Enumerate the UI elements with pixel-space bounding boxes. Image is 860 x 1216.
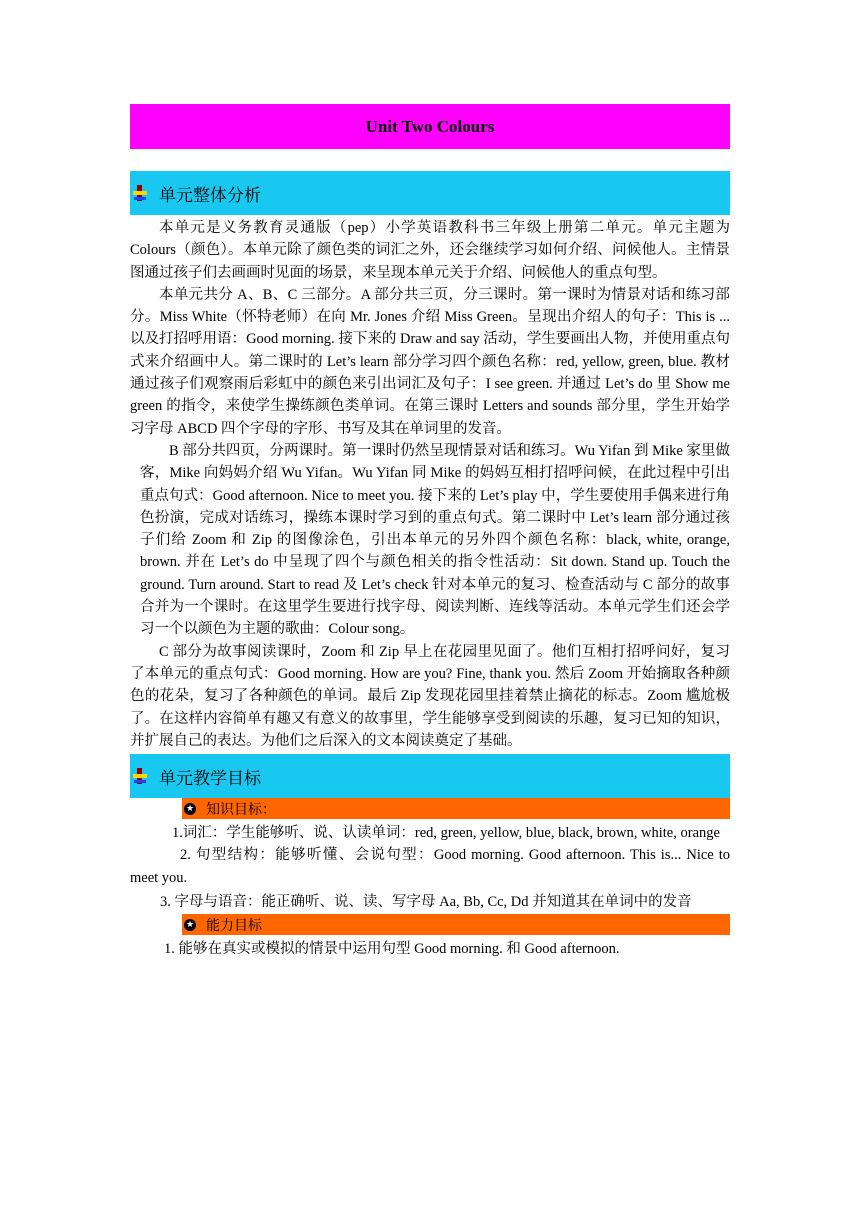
analysis-paragraph-2: 本单元共分 A、B、C 三部分。A 部分共三页，分三课时。第一课时为情景对话和练习部分。Miss White（怀特老师）在向 Mr. Jones 介绍 Miss Green。呈现出介绍人的句子：This is ... 以及打招呼用语：Good morning. 接下来的 Draw and say 活动，学生要画出人物，并使用重点句式来介绍画中人。第二课时的 Let’s learn 部分学习四个颜色名称：red, yellow, green, blue. 教材通过孩子们观察雨后彩虹中的颜色来引出词汇及句子：I see green. 并通过 Let’s do 里 Show me green 的指令，来使学生操练颜色类单词。在第三课时 Letters and sounds 部分里，学生开始学习字母 ABCD 四个字母的字形、书写及其在单词里的发音。 [130,286,730,437]
document-page [130,104,730,961]
section-heading-goals [130,754,730,798]
ability-goals-label: 能力目标 [206,917,262,934]
goal-item-ability-1: 1. 能够在真实或模拟的情景中运用句型 Good morning. 和 Good afternoon. [164,941,620,958]
knowledge-goals-label: 知识目标： [206,801,276,818]
analysis-paragraph-1: 本单元是义务教育灵通版（pep）小学英语教科书三年级上册第二单元。单元主题为 Colours（颜色）。本单元除了颜色类的词汇之外，还会继续学习如何介绍、问候他人。主情景图通过孩子们去画画时见面的场景，来呈现本单元关于介绍、问候他人的重点句型。 [130,220,730,281]
analysis-paragraph-3: B 部分共四页，分两课时。第一课时仍然呈现情景对话和练习。Wu Yifan 到 Mike 家里做客，Mike 向妈妈介绍 Wu Yifan。Wu Yifan 同 Mike 的妈妈互相打招呼问候，在此过程中引出重点句式：Good afternoon. Nice to meet you. 接下来的 Let’s play 中，学生要使用手偶来进行角色扮演，完成对话练习，操练本课时学习到的重点句式。第二课时中 Let’s learn 部分通过孩子们给 Zoom 和 Zip 的图像涂色，引出本单元的另外四个颜色名称：black, white, orange, brown. 并在 Let’s do 中呈现了四个与颜色相关的指令性活动：Sit down. Stand up. Touch the ground. Turn around. Start to read 及 Let’s check 针对本单元的复习、检查活动与 C 部分的故事合并为一个课时。在这里学生要进行找字母、阅读判断、连线等活动。本单元学生们还会学习一个以颜色为主题的歌曲：Colour song。 [140,442,730,638]
book-icon [133,768,147,784]
section-heading-text: 单元整体分析 [159,185,261,206]
ability-goals-bar [182,914,730,935]
unit-title: Unit Two Colours [365,116,495,136]
analysis-paragraph-4: C 部分为故事阅读课时，Zoom 和 Zip 早上在花园里见面了。他们互相打招呼问好，复习了本单元的重点句式：Good morning. How are you? Fine, thank you. 然后 Zoom 开始摘取各种颜色的花朵，复习了各种颜色的单词。最后 Zip 发现花园里挂着禁止摘花的标志。Zoom 尴尬极了。在这样内容简单有趣又有意义的故事里，学生能够享受到阅读的乐趣，复习已知的知识，并扩展自己的表达。为他们之后深入的文本阅读奠定了基础。 [130,643,730,749]
book-icon [133,185,147,201]
star-bullet-icon: ★ [185,919,195,930]
goal-item-vocabulary: 1.词汇：学生能够听、说、认读单词：red, green, yellow, blue, black, brown, white, orange [172,825,720,842]
goal-item-letters: 3. 字母与语音：能正确听、说、读、写字母 Aa, Bb, Cc, Dd 并知道其在单词中的发音 [160,894,692,911]
knowledge-goals-bar [182,798,730,819]
goal-item-sentences: 2. 句型结构：能够听懂、会说句型：Good morning. Good afternoon. This is... Nice to meet you. [130,847,730,886]
section-heading-text: 单元教学目标 [159,768,261,789]
unit-title-bar [130,104,730,149]
section-heading-analysis [130,171,730,215]
star-bullet-icon: ★ [185,803,195,814]
